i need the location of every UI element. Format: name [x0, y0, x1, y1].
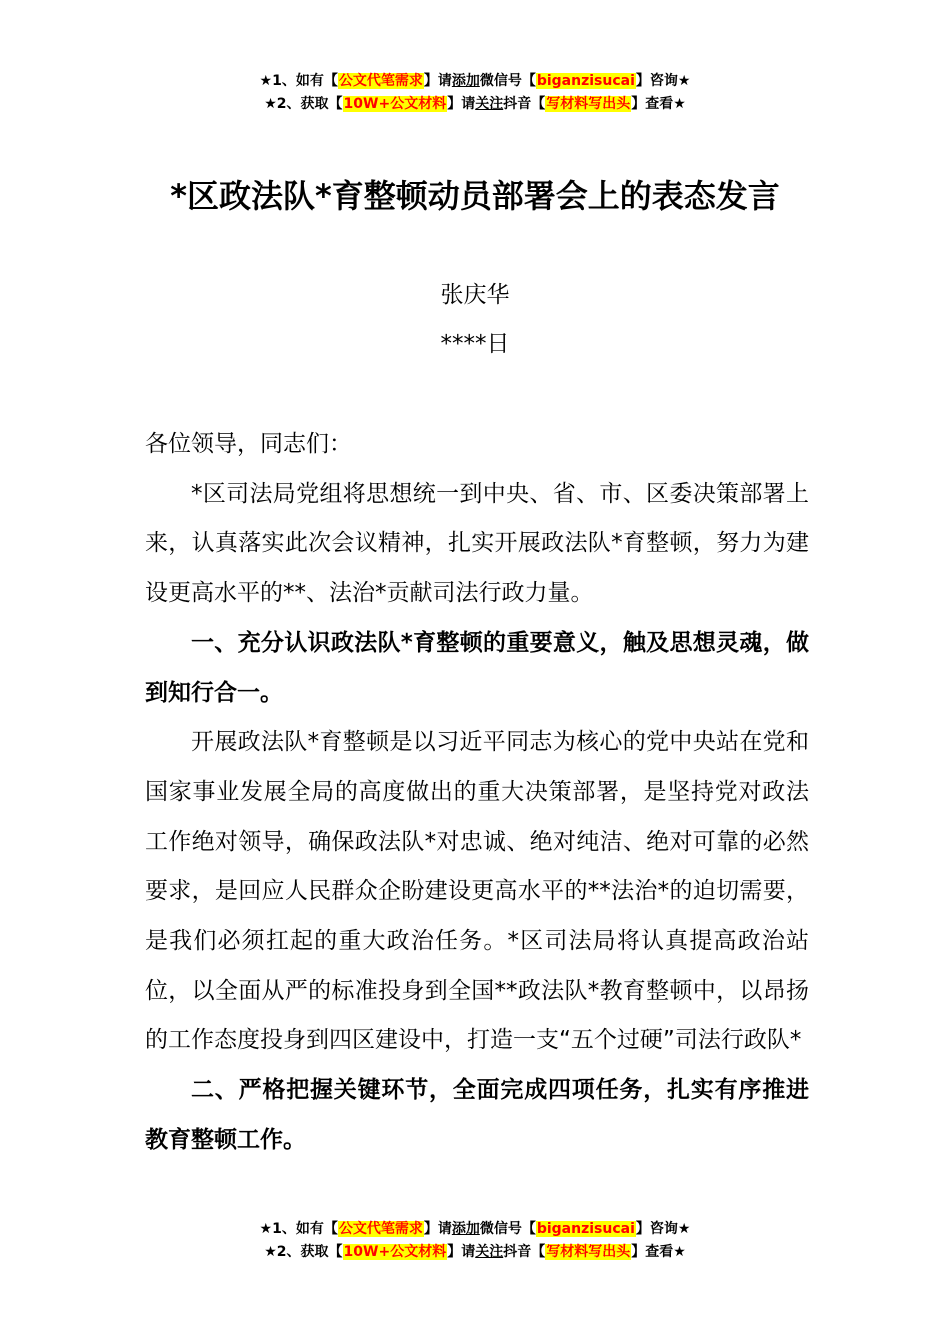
star-icon: ★	[259, 73, 273, 89]
promo-banner-top	[0, 70, 950, 116]
promo-text: 1、如有【	[272, 1221, 338, 1237]
promo-text: 】查看★	[631, 1244, 686, 1260]
star-icon: ★	[264, 1244, 277, 1260]
promo-line-1	[0, 1218, 950, 1241]
promo-text: 】咨询★	[635, 1221, 691, 1237]
promo-text: 抖音【	[503, 96, 546, 112]
promo-line-2	[0, 1241, 950, 1264]
promo-text: 】请	[447, 1244, 476, 1260]
promo-line-1	[0, 70, 950, 93]
document-body	[145, 420, 809, 1166]
promo-underline: 添加	[451, 1221, 480, 1237]
document-author: 张庆华	[440, 282, 510, 308]
salutation: 各位领导，同志们：	[145, 431, 352, 457]
promo-line-2	[0, 93, 950, 116]
section-heading-2: 二、严格把握关键环节，全面完成四项任务，扎实有序推进教育整顿工作。	[145, 1077, 809, 1153]
promo-text: 】查看★	[631, 96, 686, 112]
promo-highlight: 10W+公文材料	[343, 96, 447, 112]
promo-text: 微信号【	[479, 73, 536, 89]
promo-text: 】咨询★	[635, 73, 691, 89]
promo-highlight: 公文代笔需求	[338, 73, 423, 89]
paragraph-intro: *区司法局党组将思想统一到中央、省、市、区委决策部署上来，认真落实此次会议精神，扎实开展政法队*育整顿，努力为建设更高水平的**、法治*贡献司法行政力量。	[145, 480, 809, 607]
promo-highlight: 10W+公文材料	[343, 1244, 447, 1260]
star-icon: ★	[264, 96, 277, 112]
promo-underline: 关注	[475, 1244, 504, 1260]
promo-text: 2、获取【	[276, 1244, 343, 1260]
promo-text: 】请	[423, 73, 452, 89]
section-heading-1: 一、充分认识政法队*育整顿的重要意义，触及思想灵魂，做到知行合一。	[145, 629, 809, 706]
promo-text: 抖音【	[503, 1244, 546, 1260]
promo-text: 1、如有【	[272, 73, 338, 89]
promo-highlight: 写材料写出头	[546, 1244, 631, 1260]
document-date: ****日	[440, 331, 510, 357]
promo-text: 】请	[447, 96, 476, 112]
promo-text: 】请	[423, 1221, 452, 1237]
promo-underline: 关注	[475, 96, 504, 112]
promo-banner-bottom	[0, 1218, 950, 1264]
promo-highlight: 写材料写出头	[546, 96, 631, 112]
promo-text: 微信号【	[479, 1221, 536, 1237]
promo-text: 2、获取【	[276, 96, 343, 112]
paragraph-section-1: 开展政法队*育整顿是以习近平同志为核心的党中央站在党和国家事业发展全局的高度做出的重大决策部署，是坚持党对政法工作绝对领导，确保政法队*对忠诚、绝对纯洁、绝对可靠的必然要求，是回应人民群众企盼建设更高水平的**法治*的迫切需要，是我们必须扛起的重大政治任务。*区司法局将认真提高政治站位，以全面从严的标准投身到全国**政法队*教育整顿中，以昂扬的工作态度投身到四区建设中，打造一支“五个过硬”司法行政队*	[145, 729, 809, 1054]
promo-highlight: biganzisucai	[536, 1221, 635, 1237]
star-icon: ★	[259, 1221, 273, 1237]
promo-highlight: 公文代笔需求	[338, 1221, 423, 1237]
document-title: *区政法队*育整顿动员部署会上的表态发言	[170, 177, 780, 215]
promo-highlight: biganzisucai	[536, 73, 635, 89]
promo-underline: 添加	[451, 73, 480, 89]
